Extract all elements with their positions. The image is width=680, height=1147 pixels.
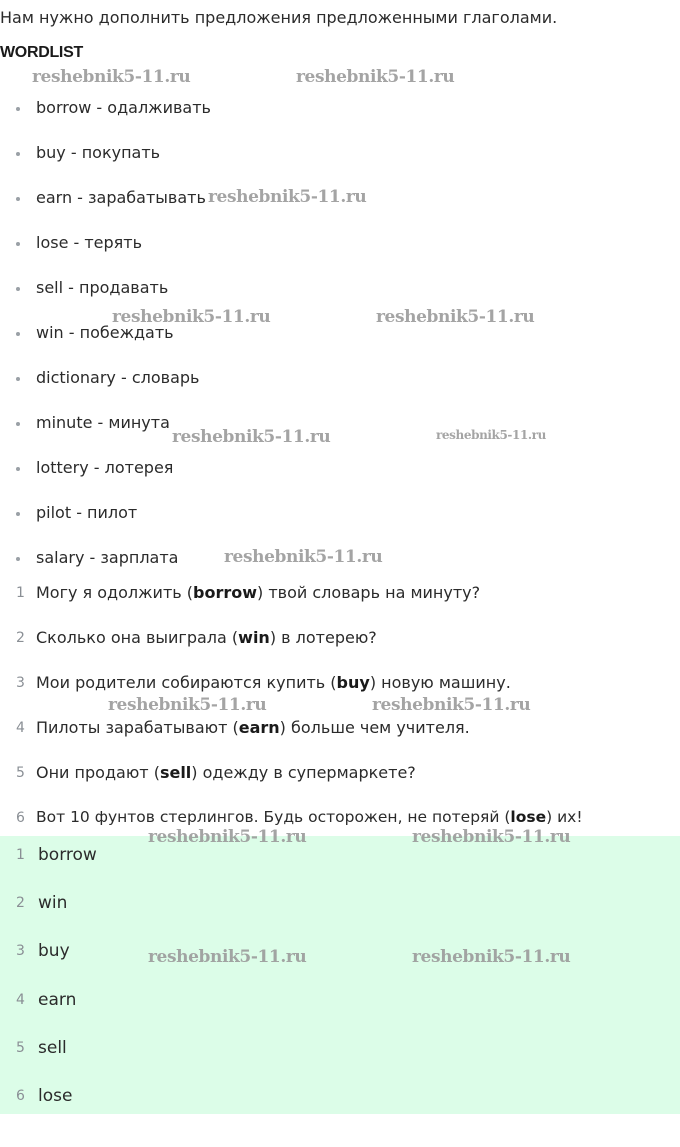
watermark: reshebnik5-11.ru	[208, 187, 367, 207]
answer-text: buy	[38, 941, 70, 961]
sentence-number: 4	[16, 720, 25, 736]
watermark: reshebnik5-11.ru	[108, 695, 267, 715]
sentence-text: Вот 10 фунтов стерлингов. Будь осторожен, не потеряй (lose) их!	[36, 808, 583, 826]
watermark: reshebnik5-11.ru	[112, 307, 271, 327]
sentence-number: 3	[16, 675, 25, 691]
bullet-icon	[16, 242, 20, 246]
answer-text: win	[38, 893, 68, 913]
verb-answer: earn	[238, 718, 280, 737]
answer-text: lose	[38, 1086, 73, 1106]
bullet-icon	[16, 332, 20, 336]
bullet-icon	[16, 422, 20, 426]
watermark: reshebnik5-11.ru	[372, 695, 531, 715]
bullet-icon	[16, 557, 20, 561]
answer-text: sell	[38, 1038, 67, 1058]
bullet-icon	[16, 152, 20, 156]
watermark: reshebnik5-11.ru	[436, 428, 546, 442]
sentence-number: 5	[16, 765, 25, 781]
watermark: reshebnik5-11.ru	[376, 307, 535, 327]
sentence-text: Они продают (sell) одежду в супермаркете?	[36, 763, 416, 782]
instruction-text: Нам нужно дополнить предложения предложенными глаголами.	[0, 8, 558, 27]
verb-answer: lose	[510, 808, 547, 826]
verb-answer: borrow	[193, 583, 258, 602]
answer-number: 6	[16, 1088, 25, 1104]
watermark: reshebnik5-11.ru	[148, 827, 307, 847]
answer-text: borrow	[38, 845, 97, 865]
bullet-icon	[16, 512, 20, 516]
verb-answer: win	[238, 628, 270, 647]
answer-number: 4	[16, 992, 25, 1008]
sentence-text: Пилоты зарабатывают (earn) больше чем учителя.	[36, 718, 470, 737]
sentence-number: 2	[16, 630, 25, 646]
answer-number: 5	[16, 1040, 25, 1056]
watermark: reshebnik5-11.ru	[172, 427, 331, 447]
bullet-icon	[16, 377, 20, 381]
wordlist-heading: WORDLIST	[0, 44, 83, 61]
bullet-icon	[16, 107, 20, 111]
watermark: reshebnik5-11.ru	[412, 827, 571, 847]
sentence-text: Могу я одолжить (borrow) твой словарь на минуту?	[36, 583, 481, 602]
sentence-text: Мои родители собираются купить (buy) новую машину.	[36, 673, 511, 692]
verb-answer: buy	[336, 673, 370, 692]
bullet-icon	[16, 197, 20, 201]
watermark: reshebnik5-11.ru	[32, 67, 191, 87]
watermark: reshebnik5-11.ru	[296, 67, 455, 87]
watermark: reshebnik5-11.ru	[148, 947, 307, 967]
sentence-number: 6	[16, 810, 25, 826]
bullet-icon	[16, 467, 20, 471]
bullet-icon	[16, 287, 20, 291]
answer-number: 2	[16, 895, 25, 911]
sentence-text: Сколько она выиграла (win) в лотерею?	[36, 628, 377, 647]
verb-answer: sell	[159, 763, 192, 782]
watermark: reshebnik5-11.ru	[412, 947, 571, 967]
watermark: reshebnik5-11.ru	[224, 547, 383, 567]
sentence-number: 1	[16, 585, 25, 601]
answer-panel	[0, 836, 680, 1114]
answer-number: 1	[16, 847, 25, 863]
answer-text: earn	[38, 990, 77, 1010]
answer-number: 3	[16, 943, 25, 959]
